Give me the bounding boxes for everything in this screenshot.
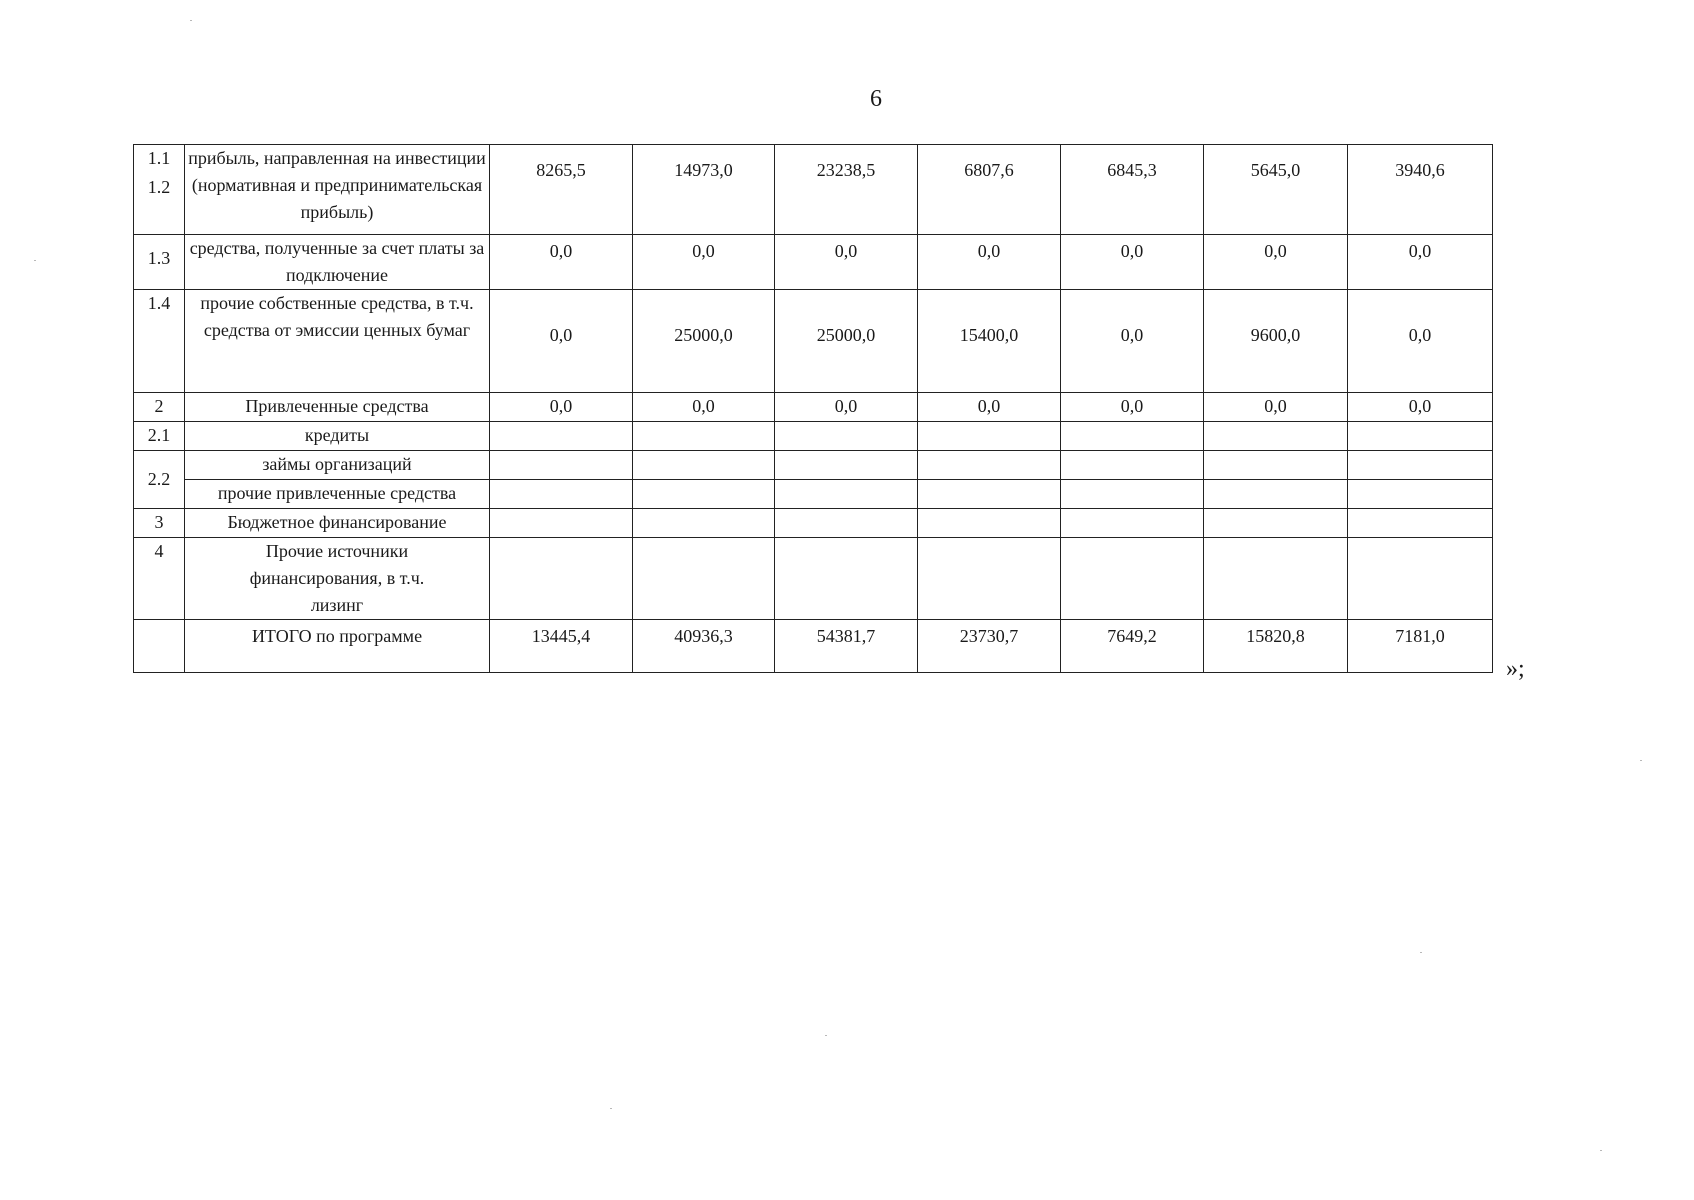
- row-label: Бюджетное финансирование: [185, 509, 490, 538]
- row-code: [134, 290, 185, 393]
- value-cell: [1204, 538, 1348, 620]
- value-cell: [918, 509, 1061, 538]
- value-cell: [775, 538, 918, 620]
- row-code: [134, 235, 185, 290]
- value-cell: 6845,3: [1061, 145, 1204, 235]
- scan-speck: [190, 20, 192, 21]
- value-cell: 7649,2: [1061, 620, 1204, 673]
- row-label: прибыль, направленная на инвестиции (нормативная и предпринимательская прибыль): [185, 145, 490, 235]
- value-cell: [1348, 538, 1493, 620]
- value-cell: 0,0: [1348, 290, 1493, 393]
- value-cell: 3940,6: [1348, 145, 1493, 235]
- table-row: [134, 538, 1493, 620]
- value-cell: [1061, 509, 1204, 538]
- value-cell: 0,0: [1061, 393, 1204, 422]
- row-label: ИТОГО по программе: [185, 620, 490, 673]
- row-label: прочие привлеченные средства: [185, 480, 490, 509]
- row-label: займы организаций: [185, 451, 490, 480]
- value-cell: [918, 422, 1061, 451]
- scan-speck: [34, 260, 36, 261]
- value-cell: 0,0: [1061, 235, 1204, 290]
- value-cell: [1061, 538, 1204, 620]
- table-row: [134, 480, 1493, 509]
- scan-speck: [1600, 1150, 1602, 1151]
- row-code-line: 2.2: [147, 469, 171, 489]
- value-cell: [775, 509, 918, 538]
- value-cell: 25000,0: [775, 290, 918, 393]
- value-cell: 40936,3: [633, 620, 775, 673]
- value-cell: 54381,7: [775, 620, 918, 673]
- scan-speck: [1420, 952, 1422, 953]
- value-cell: 14973,0: [633, 145, 775, 235]
- value-cell: [490, 422, 633, 451]
- value-cell: [918, 480, 1061, 509]
- value-cell: 13445,4: [490, 620, 633, 673]
- value-cell: [490, 480, 633, 509]
- value-cell: 0,0: [1061, 290, 1204, 393]
- value-cell: 0,0: [775, 393, 918, 422]
- value-cell: [490, 509, 633, 538]
- scan-speck: [1640, 760, 1642, 761]
- value-cell: [1348, 480, 1493, 509]
- value-cell: [1061, 451, 1204, 480]
- value-cell: [633, 451, 775, 480]
- row-code-line: 1.2: [147, 177, 171, 197]
- value-cell: [775, 451, 918, 480]
- value-cell: 23238,5: [775, 145, 918, 235]
- row-label: средства, полученные за счет платы за подключение: [185, 235, 490, 290]
- row-code-line: 1.1: [147, 148, 171, 168]
- scan-speck: [825, 1035, 827, 1036]
- table-row: [134, 145, 1493, 235]
- value-cell: 9600,0: [1204, 290, 1348, 393]
- table-row: [134, 620, 1493, 673]
- row-label: кредиты: [185, 422, 490, 451]
- value-cell: [1061, 480, 1204, 509]
- value-cell: 0,0: [1348, 393, 1493, 422]
- row-label: Прочие источники финансирования, в т.ч. лизинг: [185, 538, 490, 620]
- value-cell: 0,0: [490, 290, 633, 393]
- value-cell: 0,0: [633, 235, 775, 290]
- row-code: [134, 509, 185, 538]
- value-cell: [1348, 509, 1493, 538]
- value-cell: [1061, 422, 1204, 451]
- value-cell: [775, 480, 918, 509]
- row-label: прочие собственные средства, в т.ч. средства от эмиссии ценных бумаг: [185, 290, 490, 393]
- row-label: Привлеченные средства: [185, 393, 490, 422]
- value-cell: 15820,8: [1204, 620, 1348, 673]
- value-cell: [775, 422, 918, 451]
- row-code-line: 3: [154, 512, 164, 532]
- value-cell: 0,0: [775, 235, 918, 290]
- row-code-line: 4: [154, 541, 164, 561]
- row-code: [134, 620, 185, 673]
- row-code-line: 1.4: [147, 293, 171, 313]
- value-cell: 25000,0: [633, 290, 775, 393]
- value-cell: [1348, 422, 1493, 451]
- value-cell: 8265,5: [490, 145, 633, 235]
- table-row: [134, 422, 1493, 451]
- value-cell: 0,0: [918, 393, 1061, 422]
- row-code-line: 1.3: [147, 248, 171, 268]
- value-cell: 5645,0: [1204, 145, 1348, 235]
- value-cell: [633, 480, 775, 509]
- scan-speck: [610, 1108, 612, 1109]
- value-cell: [918, 538, 1061, 620]
- value-cell: [633, 509, 775, 538]
- page-number: 6: [870, 86, 882, 112]
- row-code-line: 2.1: [147, 425, 171, 445]
- table-row: [134, 451, 1493, 480]
- value-cell: [918, 451, 1061, 480]
- row-code: [134, 393, 185, 422]
- value-cell: [1204, 509, 1348, 538]
- table-row: [134, 509, 1493, 538]
- table-row: [134, 235, 1493, 290]
- row-code: [134, 538, 185, 620]
- value-cell: 0,0: [490, 393, 633, 422]
- value-cell: 0,0: [490, 235, 633, 290]
- value-cell: 15400,0: [918, 290, 1061, 393]
- value-cell: 23730,7: [918, 620, 1061, 673]
- financing-table: [133, 144, 1493, 673]
- row-code: [134, 422, 185, 451]
- value-cell: 0,0: [1204, 393, 1348, 422]
- value-cell: 0,0: [1204, 235, 1348, 290]
- table-row: [134, 393, 1493, 422]
- value-cell: [490, 538, 633, 620]
- value-cell: 0,0: [1348, 235, 1493, 290]
- value-cell: [633, 538, 775, 620]
- value-cell: [633, 422, 775, 451]
- closing-quote-mark: »;: [1506, 656, 1525, 682]
- row-code: [134, 451, 185, 509]
- value-cell: 0,0: [633, 393, 775, 422]
- value-cell: [1204, 422, 1348, 451]
- row-code-line: 2: [154, 396, 164, 416]
- value-cell: [1204, 451, 1348, 480]
- value-cell: 7181,0: [1348, 620, 1493, 673]
- value-cell: 0,0: [918, 235, 1061, 290]
- value-cell: [1204, 480, 1348, 509]
- table-row: [134, 290, 1493, 393]
- row-code: [134, 145, 185, 235]
- value-cell: [1348, 451, 1493, 480]
- value-cell: [490, 451, 633, 480]
- value-cell: 6807,6: [918, 145, 1061, 235]
